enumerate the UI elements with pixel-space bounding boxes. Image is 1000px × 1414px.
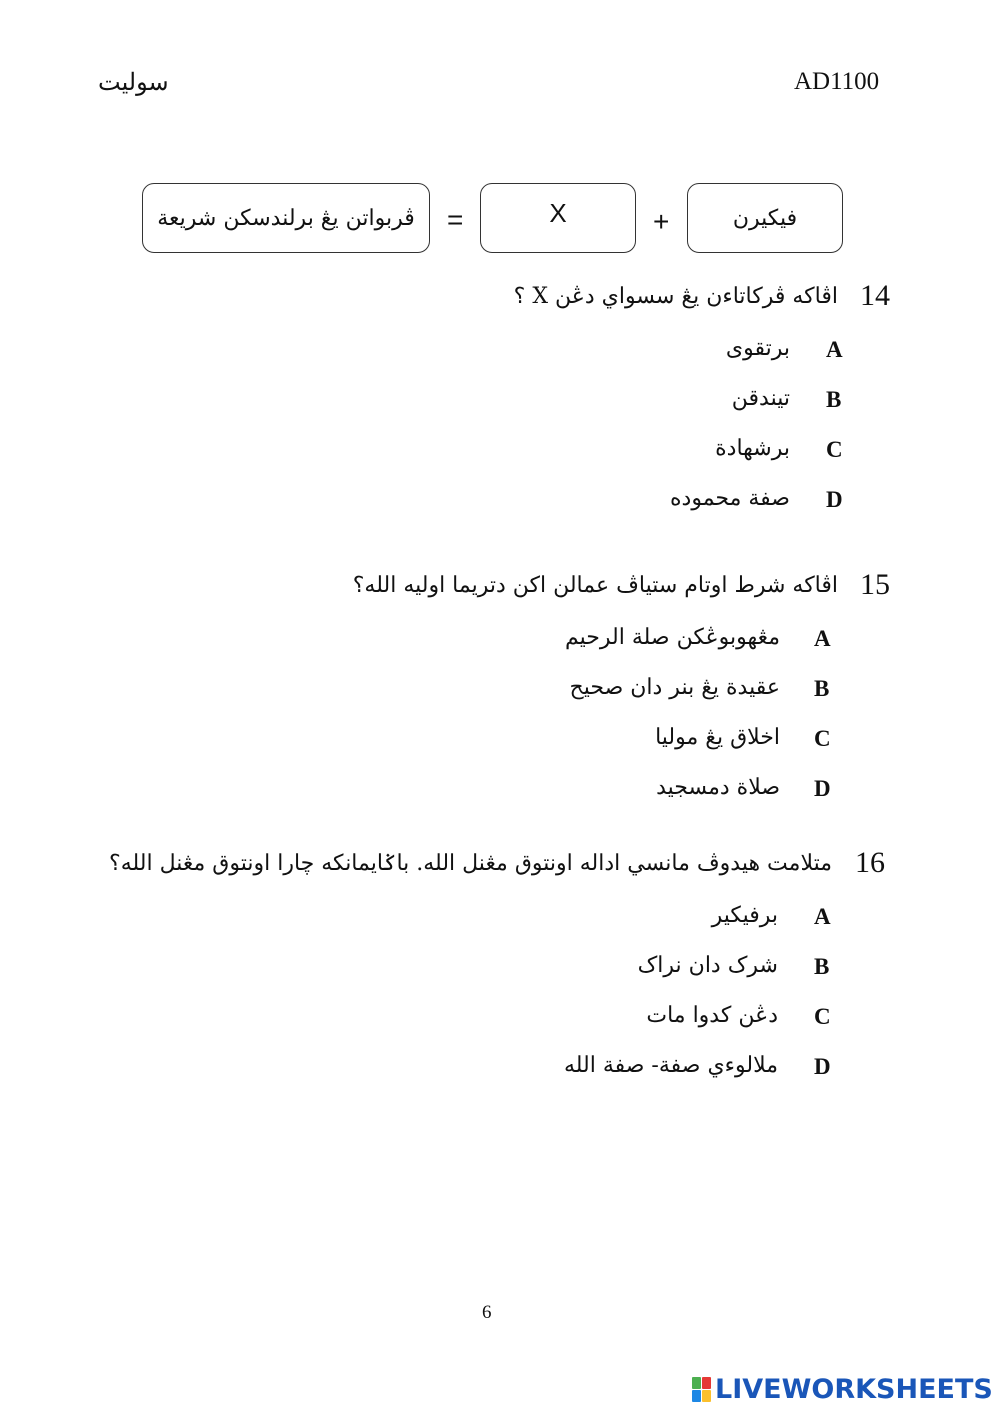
option-text[interactable]: شرک دان نراک [637, 953, 778, 978]
option-text[interactable]: ملالوءي صفة- صفة الله [563, 1053, 778, 1078]
option-text[interactable]: برشهادة [715, 436, 790, 461]
option-text[interactable]: تيندقن [731, 386, 790, 411]
option-letter: C [814, 726, 831, 751]
header-left-title: سوليت [98, 68, 169, 96]
equation-box-unknown [480, 183, 636, 253]
equation-box-first [687, 183, 843, 253]
logo-square-icon [692, 1377, 701, 1389]
option-letter: B [814, 954, 830, 979]
logo-square-icon [702, 1390, 711, 1402]
option-letter: A [814, 626, 831, 651]
option-letter: A [826, 337, 843, 362]
liveworksheets-logo-icon [692, 1377, 711, 1402]
equals-sign: = [447, 204, 464, 235]
logo-square-icon [702, 1377, 711, 1389]
option-text[interactable]: صفة محموده [670, 486, 790, 511]
question-number: 14 [860, 279, 890, 312]
watermark-text: LIVEWORKSHEETS [715, 1374, 993, 1405]
question-text: متلامت هيدوڤ مانسي اداله اونتوق مڠنل الله. باݢايمانكه چارا اونتوق مڠنل الله؟ [109, 851, 832, 876]
option-letter: B [826, 387, 842, 412]
header-paper-code: AD1100 [794, 68, 880, 95]
option-text[interactable]: دڠن كدوا مات [646, 1003, 778, 1028]
option-text[interactable]: برتقوى [725, 336, 790, 361]
option-letter: D [826, 487, 843, 512]
plus-sign: + [653, 206, 670, 237]
page-number: 6 [482, 1302, 492, 1323]
option-letter: B [814, 676, 830, 701]
option-letter: C [814, 1004, 831, 1029]
option-letter: D [814, 1054, 831, 1079]
liveworksheets-watermark[interactable] [692, 1374, 993, 1405]
question-number: 16 [855, 846, 885, 879]
equation-result-text: ڤربواتن يڠ برلندسكن شريعة [157, 205, 415, 231]
option-text[interactable]: عقيدة يڠ بنر دان صحيح [569, 675, 780, 700]
option-letter: A [814, 904, 831, 929]
equation-unknown-text: X [549, 198, 567, 228]
question-text: اڤاكه شرط اوتام ستياڤ عمالن اكن دتريما اوليه الله؟ [352, 573, 838, 598]
logo-square-icon [692, 1390, 701, 1402]
option-text[interactable]: برفيكير [711, 903, 778, 928]
option-text[interactable]: صلاة دمسجيد [656, 775, 780, 800]
option-letter: C [826, 437, 843, 462]
equation-first-text: فيكيرن [732, 205, 798, 231]
question-number: 15 [860, 568, 890, 601]
option-text[interactable]: مڠهوبوڠكن صلة الرحيم [565, 625, 780, 650]
option-letter: D [814, 776, 831, 801]
option-text[interactable]: اخلاق يڠ موليا [655, 725, 780, 750]
question-text: اڤاكه ڤرکاتاءن يڠ سسواي دڠن X ؟ [513, 284, 838, 309]
equation-box-result [142, 183, 430, 253]
